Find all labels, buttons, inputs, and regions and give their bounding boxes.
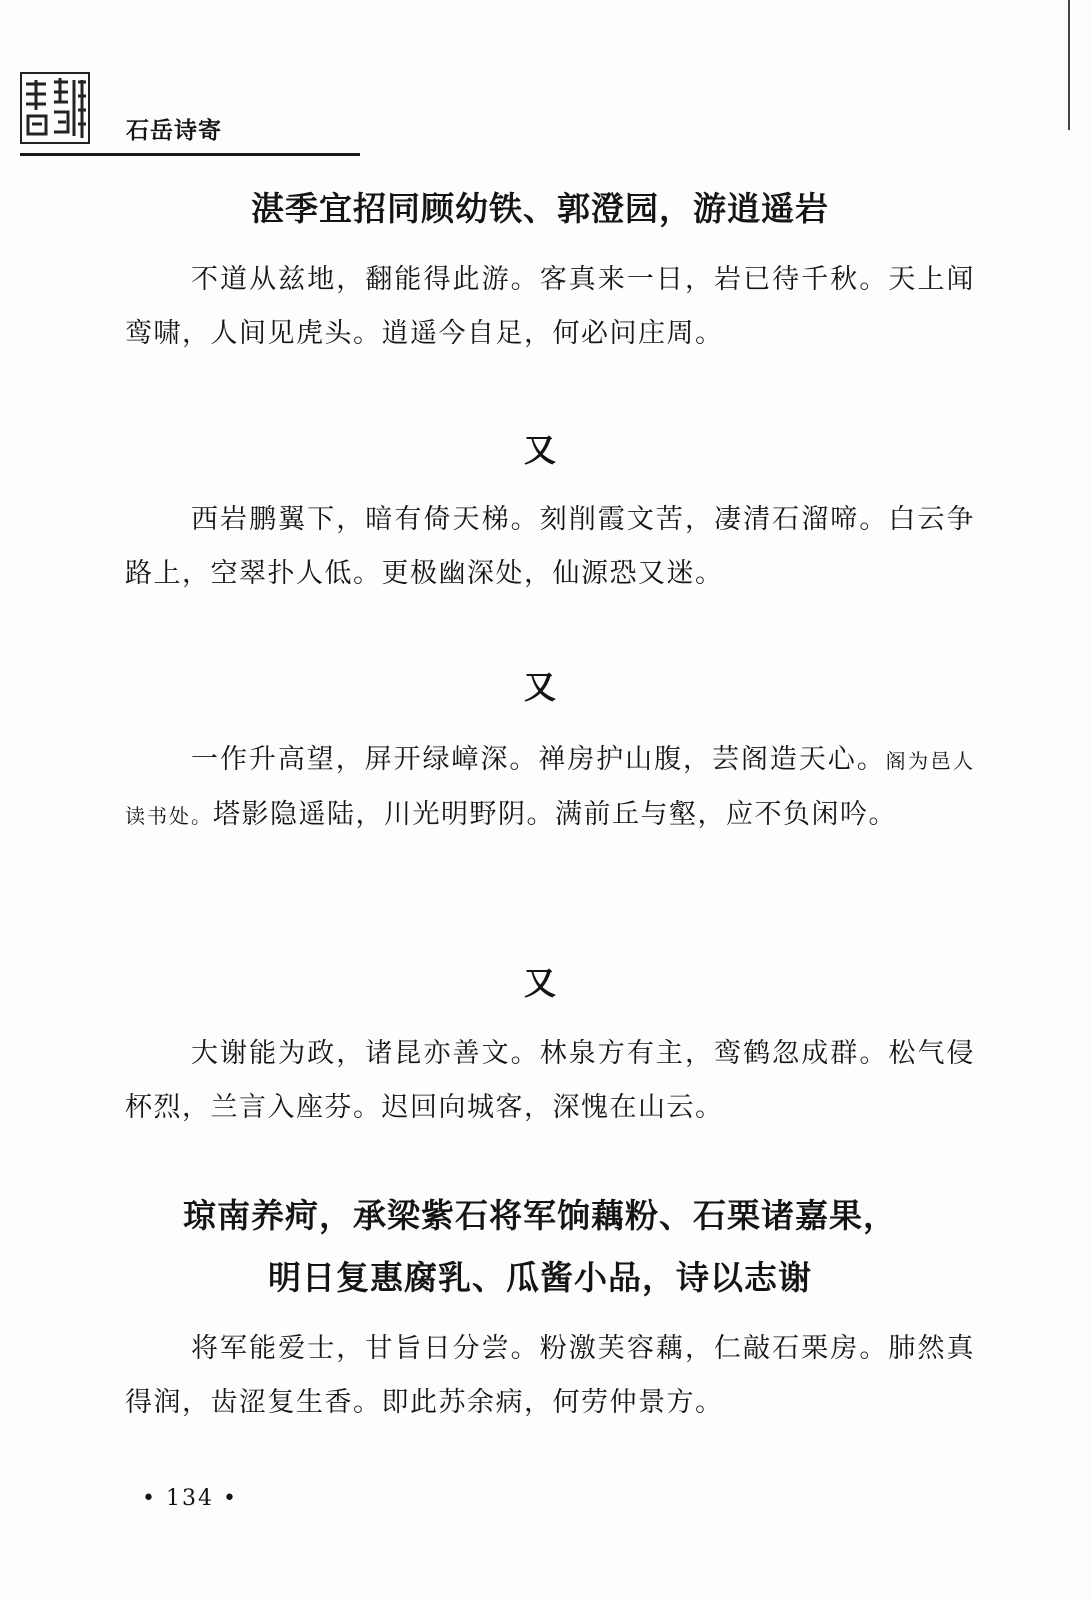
seal-logo-icon <box>20 72 90 144</box>
poem-text <box>125 733 975 843</box>
poem-annotation: 阁为邑人读书处。 <box>125 749 976 828</box>
poem-title: 湛季宜招同顾幼铁、郭澄园，游逍遥岩 <box>251 189 829 228</box>
poem-title: 又 <box>523 431 556 469</box>
poem-text-part: 一作升高望，屏开绿嶂深。禅房护山腹，芸阁造天心。 <box>191 744 886 775</box>
poem-title-line: 明日复惠腐乳、瓜酱小品，诗以志谢 <box>268 1258 812 1297</box>
running-header-title: 石岳诗寄 <box>126 118 222 144</box>
poem-title: 又 <box>523 668 556 706</box>
poem-title-line: 琼南养疴，承梁紫石将军饷藕粉、石栗诸嘉果， <box>183 1196 897 1235</box>
poem-text: 将军能爱士，甘旨日分尝。粉激芙容藕，仁敲石栗房。肺然真得润，齿涩复生香。即此苏余病，何劳仲景方。 <box>125 1333 975 1418</box>
page-number: • 134 • <box>142 1486 238 1511</box>
poem-title: 又 <box>523 964 556 1002</box>
header-rule <box>20 153 360 156</box>
poem-text: 不道从兹地，翻能得此游。客真来一日，岩已待千秋。天上闻鸾啸，人间见虎头。逍遥今自足，何必问庄周。 <box>125 264 975 349</box>
page-edge-line <box>1068 0 1070 130</box>
poem-text: 西岩鹏翼下，暗有倚天梯。刻削霞文苦，凄清石溜啼。白云争路上，空翠扑人低。更极幽深处，仙源恐又迷。 <box>125 504 975 589</box>
poem-text: 大谢能为政，诸昆亦善文。林泉方有主，鸾鹤忽成群。松气侵杯烈，兰言入座芬。迟回向城客，深愧在山云。 <box>125 1038 975 1123</box>
poem-text-part: 塔影隐遥陆，川光明野阴。满前丘与壑，应不负闲吟。 <box>213 799 897 830</box>
